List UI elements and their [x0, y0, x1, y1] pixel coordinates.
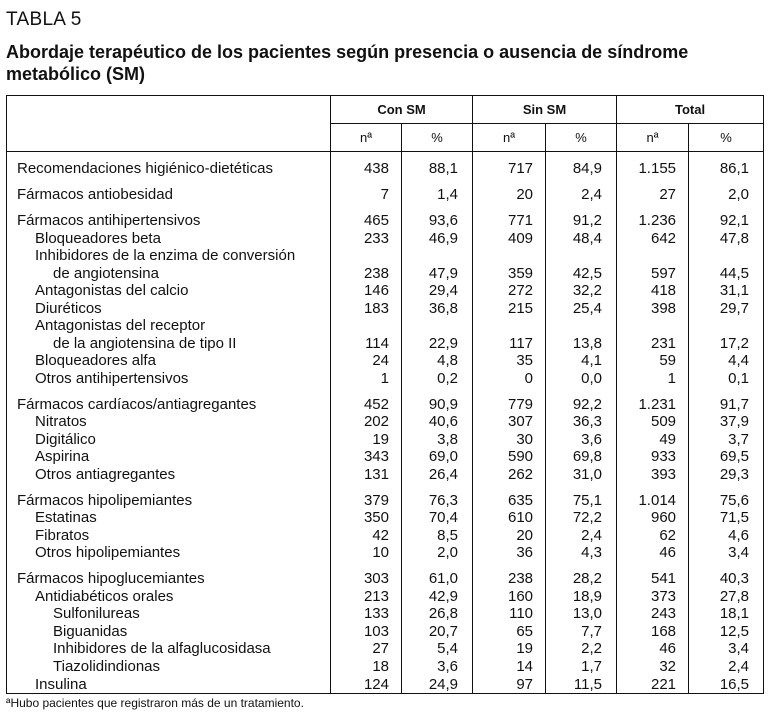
count-cell: 597 — [617, 264, 689, 282]
percent-cell: 69,5 — [689, 448, 764, 466]
percent-cell: 4,8 — [402, 352, 473, 370]
percent-cell: 26,8 — [402, 605, 473, 623]
percent-cell: 92,2 — [546, 395, 617, 413]
spacer-cell — [617, 483, 689, 492]
percent-cell: 47,8 — [689, 229, 764, 247]
count-cell: 1 — [617, 369, 689, 387]
percent-cell: 3,6 — [546, 430, 617, 448]
percent-cell: 31,0 — [546, 465, 617, 483]
count-cell: 243 — [617, 605, 689, 623]
percent-cell: 3,6 — [402, 657, 473, 675]
percent-cell: 70,4 — [402, 509, 473, 527]
percent-cell: 88,1 — [402, 152, 473, 178]
table-row — [7, 395, 764, 413]
row-spacer — [7, 177, 764, 186]
percent-cell: 3,8 — [402, 430, 473, 448]
count-cell — [617, 247, 689, 265]
count-cell: 183 — [331, 299, 402, 317]
table-row — [7, 640, 764, 658]
count-cell: 30 — [473, 430, 546, 448]
subheader-pct: % — [402, 124, 473, 152]
count-cell: 233 — [331, 229, 402, 247]
percent-cell: 93,6 — [402, 212, 473, 230]
row-label: Digitálico — [7, 430, 331, 448]
count-cell: 213 — [331, 587, 402, 605]
spacer-cell — [7, 177, 331, 186]
percent-cell: 44,5 — [689, 264, 764, 282]
count-cell: 1.236 — [617, 212, 689, 230]
percent-cell: 36,8 — [402, 299, 473, 317]
spacer-cell — [689, 203, 764, 212]
percent-cell: 26,4 — [402, 465, 473, 483]
count-cell: 1.155 — [617, 152, 689, 178]
table-row — [7, 448, 764, 466]
percent-cell: 47,9 — [402, 264, 473, 282]
count-cell: 452 — [331, 395, 402, 413]
count-cell: 19 — [331, 430, 402, 448]
count-cell: 18 — [331, 657, 402, 675]
percent-cell: 69,0 — [402, 448, 473, 466]
row-label: de la angiotensina de tipo II — [7, 334, 331, 352]
percent-cell: 0,2 — [402, 369, 473, 387]
count-cell: 231 — [617, 334, 689, 352]
subheader-n: nª — [473, 124, 546, 152]
count-cell: 1.231 — [617, 395, 689, 413]
percent-cell — [689, 317, 764, 335]
count-cell: 590 — [473, 448, 546, 466]
row-label: de angiotensina — [7, 264, 331, 282]
percent-cell: 25,4 — [546, 299, 617, 317]
row-label: Fármacos antiobesidad — [7, 186, 331, 204]
count-cell: 635 — [473, 491, 546, 509]
percent-cell: 4,4 — [689, 352, 764, 370]
percent-cell: 2,4 — [546, 186, 617, 204]
table-row — [7, 264, 764, 282]
percent-cell: 7,7 — [546, 622, 617, 640]
percent-cell: 2,2 — [546, 640, 617, 658]
percent-cell — [546, 317, 617, 335]
percent-cell: 75,1 — [546, 491, 617, 509]
count-cell — [331, 317, 402, 335]
row-label: Inhibidores de la enzima de conversión — [7, 247, 331, 265]
count-cell: 32 — [617, 657, 689, 675]
row-label: Fármacos hipoglucemiantes — [7, 570, 331, 588]
percent-cell — [689, 247, 764, 265]
spacer-cell — [7, 483, 331, 492]
percent-cell: 17,2 — [689, 334, 764, 352]
spacer-cell — [473, 387, 546, 396]
table-row — [7, 544, 764, 562]
table-row — [7, 212, 764, 230]
spacer-cell — [546, 203, 617, 212]
row-label: Diuréticos — [7, 299, 331, 317]
count-cell: 117 — [473, 334, 546, 352]
percent-cell: 2,4 — [689, 657, 764, 675]
table-row — [7, 465, 764, 483]
group-header-total: Total — [617, 96, 764, 124]
spacer-cell — [473, 177, 546, 186]
count-cell: 438 — [331, 152, 402, 178]
percent-cell: 3,4 — [689, 544, 764, 562]
table-row — [7, 247, 764, 265]
count-cell: 19 — [473, 640, 546, 658]
row-spacer — [7, 203, 764, 212]
count-cell: 960 — [617, 509, 689, 527]
table-row — [7, 369, 764, 387]
spacer-cell — [331, 387, 402, 396]
row-label: Fármacos hipolipemiantes — [7, 491, 331, 509]
percent-cell — [402, 247, 473, 265]
percent-cell: 18,9 — [546, 587, 617, 605]
spacer-cell — [617, 177, 689, 186]
spacer-cell — [617, 203, 689, 212]
count-cell: 146 — [331, 282, 402, 300]
table-row — [7, 317, 764, 335]
row-label: Otros antihipertensivos — [7, 369, 331, 387]
percent-cell: 16,5 — [689, 675, 764, 694]
percent-cell: 2,4 — [546, 526, 617, 544]
percent-cell: 4,3 — [546, 544, 617, 562]
count-cell: 42 — [331, 526, 402, 544]
row-label: Antidiabéticos orales — [7, 587, 331, 605]
percent-cell: 46,9 — [402, 229, 473, 247]
percent-cell: 91,2 — [546, 212, 617, 230]
count-cell: 373 — [617, 587, 689, 605]
percent-cell: 31,1 — [689, 282, 764, 300]
subheader-pct: % — [689, 124, 764, 152]
percent-cell: 32,2 — [546, 282, 617, 300]
row-label: Bloqueadores alfa — [7, 352, 331, 370]
spacer-cell — [689, 387, 764, 396]
count-cell: 35 — [473, 352, 546, 370]
count-cell: 133 — [331, 605, 402, 623]
table-row — [7, 491, 764, 509]
row-label: Bloqueadores beta — [7, 229, 331, 247]
percent-cell: 90,9 — [402, 395, 473, 413]
percent-cell: 69,8 — [546, 448, 617, 466]
row-label: Antagonistas del calcio — [7, 282, 331, 300]
count-cell: 24 — [331, 352, 402, 370]
percent-cell: 12,5 — [689, 622, 764, 640]
percent-cell: 0,0 — [546, 369, 617, 387]
spacer-cell — [402, 177, 473, 186]
table-title: Abordaje terapéutico de los pacientes según presencia o ausencia de síndrome metabólico (SM) — [6, 42, 689, 84]
group-header-row — [7, 96, 764, 124]
percent-cell: 71,5 — [689, 509, 764, 527]
percent-cell: 4,1 — [546, 352, 617, 370]
table-label: TABLA 5 — [6, 9, 82, 30]
percent-cell: 2,0 — [689, 186, 764, 204]
percent-cell: 48,4 — [546, 229, 617, 247]
table-body — [7, 152, 764, 694]
count-cell: 238 — [331, 264, 402, 282]
spacer-cell — [689, 177, 764, 186]
percent-cell: 37,9 — [689, 413, 764, 431]
subheader-pct: % — [546, 124, 617, 152]
table-row — [7, 605, 764, 623]
percent-cell: 92,1 — [689, 212, 764, 230]
count-cell: 350 — [331, 509, 402, 527]
spacer-cell — [473, 561, 546, 570]
count-cell: 46 — [617, 544, 689, 562]
row-label: Inhibidores de la alfaglucosidasa — [7, 640, 331, 658]
count-cell — [331, 247, 402, 265]
row-label: Fibratos — [7, 526, 331, 544]
spacer-cell — [689, 483, 764, 492]
count-cell: 779 — [473, 395, 546, 413]
table-row — [7, 430, 764, 448]
percent-cell: 76,3 — [402, 491, 473, 509]
percent-cell: 24,9 — [402, 675, 473, 694]
percent-cell: 72,2 — [546, 509, 617, 527]
count-cell: 49 — [617, 430, 689, 448]
percent-cell: 42,9 — [402, 587, 473, 605]
table-row — [7, 186, 764, 204]
percent-cell: 61,0 — [402, 570, 473, 588]
percent-cell: 27,8 — [689, 587, 764, 605]
count-cell: 97 — [473, 675, 546, 694]
count-cell: 202 — [331, 413, 402, 431]
count-cell: 20 — [473, 526, 546, 544]
row-spacer — [7, 387, 764, 396]
percent-cell: 36,3 — [546, 413, 617, 431]
percent-cell: 22,9 — [402, 334, 473, 352]
percent-cell: 91,7 — [689, 395, 764, 413]
count-cell: 103 — [331, 622, 402, 640]
table-row — [7, 657, 764, 675]
percent-cell: 29,7 — [689, 299, 764, 317]
count-cell — [473, 317, 546, 335]
footnote: ªHubo pacientes que registraron más de un tratamiento. — [6, 696, 304, 710]
percent-cell: 13,0 — [546, 605, 617, 623]
count-cell: 771 — [473, 212, 546, 230]
spacer-cell — [546, 177, 617, 186]
spacer-cell — [402, 387, 473, 396]
spacer-cell — [617, 561, 689, 570]
subheader-n: nª — [331, 124, 402, 152]
count-cell: 642 — [617, 229, 689, 247]
percent-cell: 29,3 — [689, 465, 764, 483]
count-cell: 398 — [617, 299, 689, 317]
row-label: Biguanidas — [7, 622, 331, 640]
label-column-header — [7, 96, 331, 152]
count-cell: 418 — [617, 282, 689, 300]
count-cell: 0 — [473, 369, 546, 387]
percent-cell: 40,3 — [689, 570, 764, 588]
count-cell: 160 — [473, 587, 546, 605]
row-spacer — [7, 561, 764, 570]
spacer-cell — [402, 483, 473, 492]
count-cell: 110 — [473, 605, 546, 623]
spacer-cell — [473, 483, 546, 492]
percent-cell: 3,4 — [689, 640, 764, 658]
percent-cell: 5,4 — [402, 640, 473, 658]
count-cell: 124 — [331, 675, 402, 694]
percent-cell: 1,4 — [402, 186, 473, 204]
percent-cell: 20,7 — [402, 622, 473, 640]
count-cell: 509 — [617, 413, 689, 431]
row-label: Fármacos cardíacos/antiagregantes — [7, 395, 331, 413]
count-cell: 46 — [617, 640, 689, 658]
count-cell: 65 — [473, 622, 546, 640]
spacer-cell — [617, 387, 689, 396]
count-cell: 272 — [473, 282, 546, 300]
spacer-cell — [689, 561, 764, 570]
spacer-cell — [331, 561, 402, 570]
count-cell — [473, 247, 546, 265]
count-cell: 1.014 — [617, 491, 689, 509]
count-cell: 238 — [473, 570, 546, 588]
count-cell: 610 — [473, 509, 546, 527]
percent-cell: 0,1 — [689, 369, 764, 387]
percent-cell: 3,7 — [689, 430, 764, 448]
table-row — [7, 413, 764, 431]
percent-cell: 2,0 — [402, 544, 473, 562]
count-cell: 409 — [473, 229, 546, 247]
count-cell: 131 — [331, 465, 402, 483]
count-cell: 14 — [473, 657, 546, 675]
table-row — [7, 229, 764, 247]
row-label: Otros antiagregantes — [7, 465, 331, 483]
percent-cell — [402, 317, 473, 335]
count-cell: 343 — [331, 448, 402, 466]
percent-cell: 75,6 — [689, 491, 764, 509]
count-cell — [617, 317, 689, 335]
count-cell: 379 — [331, 491, 402, 509]
row-label: Estatinas — [7, 509, 331, 527]
spacer-cell — [402, 203, 473, 212]
percent-cell: 42,5 — [546, 264, 617, 282]
spacer-cell — [473, 203, 546, 212]
count-cell: 393 — [617, 465, 689, 483]
table-row — [7, 299, 764, 317]
row-label: Insulina — [7, 675, 331, 694]
percent-cell — [546, 247, 617, 265]
table-row — [7, 675, 764, 694]
table-row — [7, 622, 764, 640]
count-cell: 27 — [617, 186, 689, 204]
count-cell: 27 — [331, 640, 402, 658]
count-cell: 168 — [617, 622, 689, 640]
table-row — [7, 570, 764, 588]
count-cell: 541 — [617, 570, 689, 588]
spacer-cell — [7, 203, 331, 212]
row-label: Aspirina — [7, 448, 331, 466]
row-label: Tiazolidindionas — [7, 657, 331, 675]
count-cell: 36 — [473, 544, 546, 562]
count-cell: 20 — [473, 186, 546, 204]
spacer-cell — [546, 483, 617, 492]
percent-cell: 13,8 — [546, 334, 617, 352]
percent-cell: 4,6 — [689, 526, 764, 544]
percent-cell: 11,5 — [546, 675, 617, 694]
data-table — [6, 95, 764, 694]
count-cell: 10 — [331, 544, 402, 562]
table-row — [7, 152, 764, 178]
count-cell: 1 — [331, 369, 402, 387]
spacer-cell — [331, 203, 402, 212]
table-row — [7, 352, 764, 370]
row-label: Recomendaciones higiénico-dietéticas — [7, 152, 331, 178]
count-cell: 215 — [473, 299, 546, 317]
count-cell: 933 — [617, 448, 689, 466]
group-header-sin-sm: Sin SM — [473, 96, 617, 124]
count-cell: 59 — [617, 352, 689, 370]
percent-cell: 29,4 — [402, 282, 473, 300]
row-label: Otros hipolipemiantes — [7, 544, 331, 562]
percent-cell: 1,7 — [546, 657, 617, 675]
table-row — [7, 334, 764, 352]
spacer-cell — [331, 483, 402, 492]
percent-cell: 8,5 — [402, 526, 473, 544]
percent-cell: 28,2 — [546, 570, 617, 588]
spacer-cell — [7, 561, 331, 570]
spacer-cell — [7, 387, 331, 396]
table-row — [7, 587, 764, 605]
group-header-con-sm: Con SM — [331, 96, 473, 124]
count-cell: 62 — [617, 526, 689, 544]
count-cell: 717 — [473, 152, 546, 178]
percent-cell: 86,1 — [689, 152, 764, 178]
count-cell: 221 — [617, 675, 689, 694]
table-row — [7, 282, 764, 300]
percent-cell: 40,6 — [402, 413, 473, 431]
table-row — [7, 526, 764, 544]
percent-cell: 18,1 — [689, 605, 764, 623]
percent-cell: 84,9 — [546, 152, 617, 178]
count-cell: 307 — [473, 413, 546, 431]
row-label: Fármacos antihipertensivos — [7, 212, 331, 230]
table-row — [7, 509, 764, 527]
count-cell: 359 — [473, 264, 546, 282]
spacer-cell — [546, 561, 617, 570]
count-cell: 465 — [331, 212, 402, 230]
spacer-cell — [331, 177, 402, 186]
row-spacer — [7, 483, 764, 492]
count-cell: 262 — [473, 465, 546, 483]
count-cell: 303 — [331, 570, 402, 588]
row-label: Nitratos — [7, 413, 331, 431]
count-cell: 114 — [331, 334, 402, 352]
row-label: Sulfonilureas — [7, 605, 331, 623]
subheader-n: nª — [617, 124, 689, 152]
row-label: Antagonistas del receptor — [7, 317, 331, 335]
spacer-cell — [402, 561, 473, 570]
spacer-cell — [546, 387, 617, 396]
count-cell: 7 — [331, 186, 402, 204]
